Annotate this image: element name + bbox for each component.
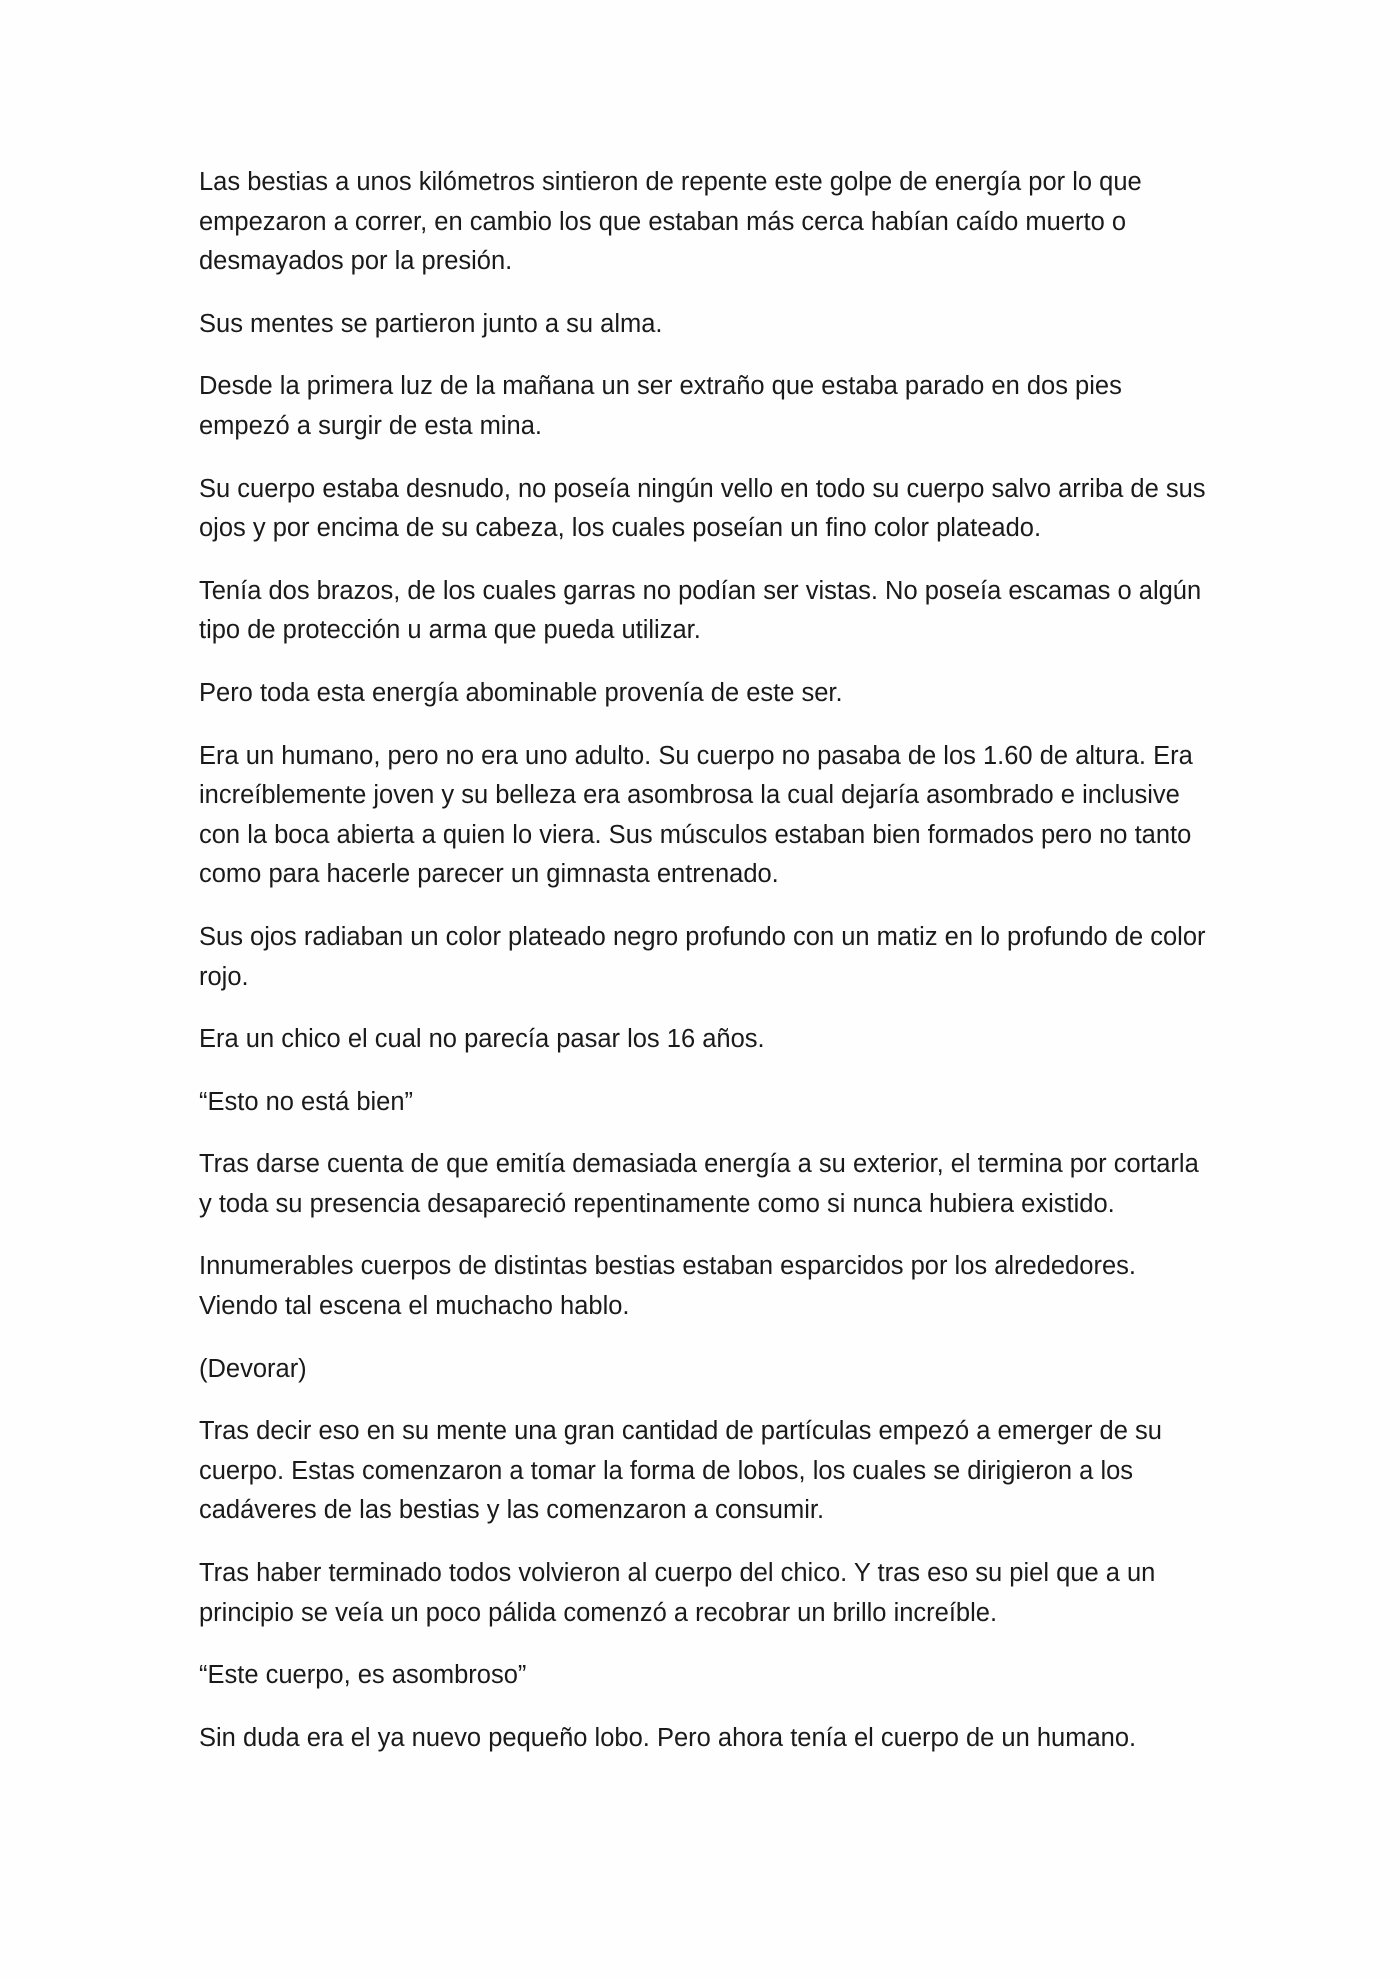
- paragraph: Su cuerpo estaba desnudo, no poseía ningún vello en todo su cuerpo salvo arriba de sus ojos y por encima de su cabeza, los cuales poseían un fino color plateado.: [199, 474, 1206, 543]
- paragraph: Sus ojos radiaban un color plateado negro profundo con un matiz en lo profundo de color rojo.: [199, 922, 1206, 991]
- paragraph: Tras decir eso en su mente una gran cantidad de partículas empezó a emerger de su cuerpo. Estas comenzaron a tomar la forma de lobos, los cuales se dirigieron a los cadáveres de las bestias y las comenzaron a consumir.: [199, 1417, 1162, 1525]
- paragraph: “Esto no está bien”: [199, 1087, 414, 1116]
- paragraph: Tenía dos brazos, de los cuales garras no podían ser vistas. No poseía escamas o algún tipo de protección u arma que pueda utilizar.: [199, 576, 1202, 645]
- paragraph: Pero toda esta energía abominable provenía de este ser.: [199, 678, 843, 707]
- paragraph: (Devorar): [199, 1354, 307, 1383]
- paragraph: Era un chico el cual no parecía pasar los 16 años.: [199, 1025, 765, 1054]
- document-body: [199, 163, 1209, 1781]
- paragraph: Desde la primera luz de la mañana un ser extraño que estaba parado en dos pies empezó a surgir de esta mina.: [199, 372, 1122, 440]
- paragraph: Sus mentes se partieron junto a su alma.: [199, 309, 663, 338]
- paragraph: Innumerables cuerpos de distintas bestias estaban esparcidos por los alrededores. Viendo tal escena el muchacho hablo.: [199, 1252, 1136, 1321]
- paragraph: “Este cuerpo, es asombroso”: [199, 1661, 527, 1690]
- paragraph: Sin duda era el ya nuevo pequeño lobo. Pero ahora tenía el cuerpo de un humano.: [199, 1723, 1137, 1752]
- paragraph: Tras darse cuenta de que emitía demasiada energía a su exterior, el termina por cortarla y toda su presencia desapareció repentinamente como si nunca hubiera existido.: [199, 1150, 1199, 1218]
- paragraph: Era un humano, pero no era uno adulto. Su cuerpo no pasaba de los 1.60 de altura. Era increíblemente joven y su belleza era asombrosa la cual dejaría asombrado e inclusive con la boca abierta a quien lo viera. Sus músculos estaban bien formados pero no tanto como para hacerle parecer un gimnasta entrenado.: [199, 741, 1193, 889]
- paragraph: Tras haber terminado todos volvieron al cuerpo del chico. Y tras eso su piel que a un principio se veía un poco pálida comenzó a recobrar un brillo increíble.: [199, 1559, 1156, 1627]
- paragraph: Las bestias a unos kilómetros sintieron de repente este golpe de energía por lo que empezaron a correr, en cambio los que estaban más cerca habían caído muerto o desmayados por la presión.: [199, 168, 1142, 276]
